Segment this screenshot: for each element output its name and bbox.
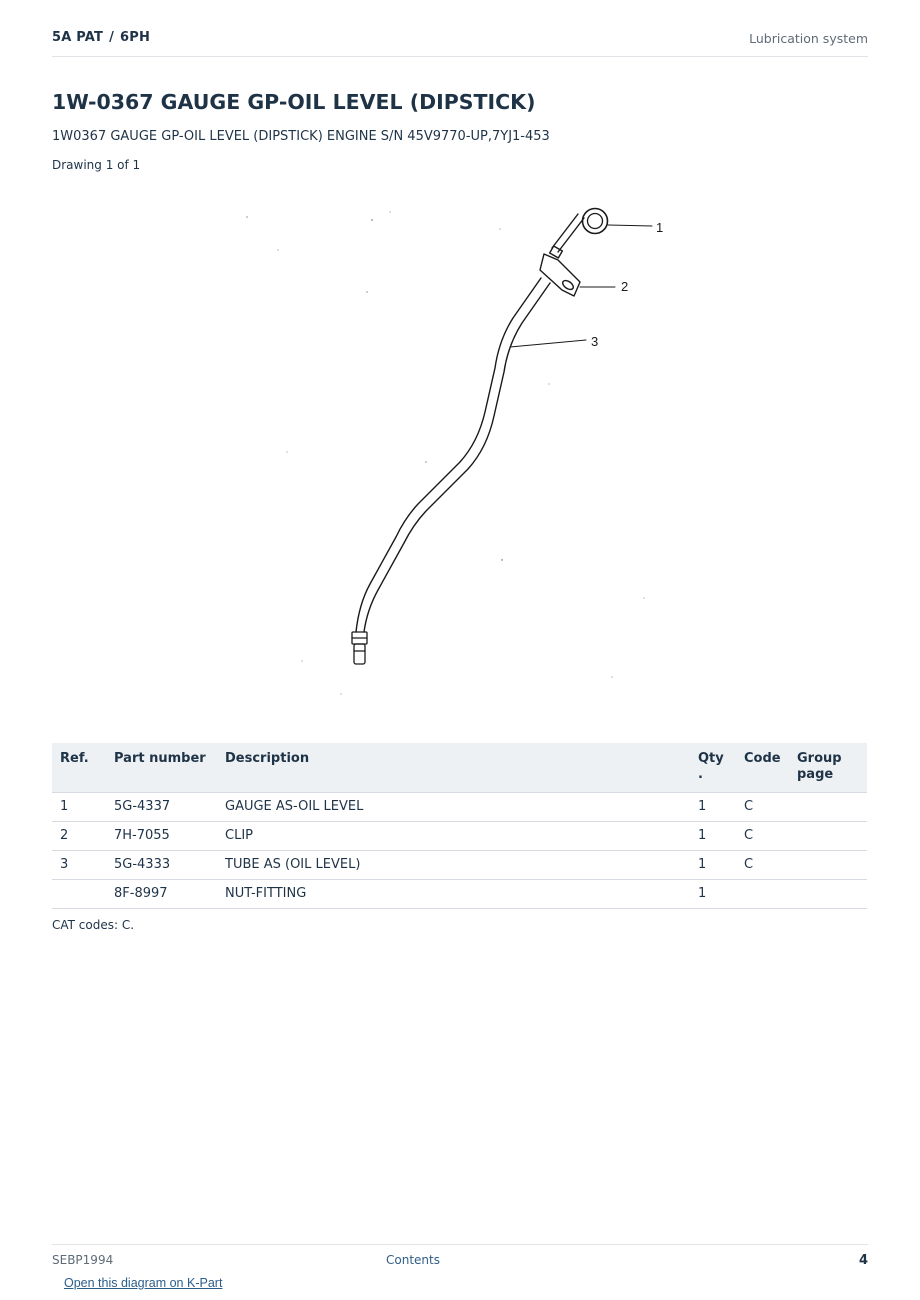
cell-part-number[interactable]: 7H-7055 xyxy=(106,822,217,851)
breadcrumb xyxy=(52,30,150,45)
cell-description: NUT-FITTING xyxy=(217,880,690,909)
kpart-link[interactable]: Open this diagram on K-Part xyxy=(64,1276,223,1290)
cell-description: TUBE AS (OIL LEVEL) xyxy=(217,851,690,880)
page-header xyxy=(52,28,868,57)
breadcrumb-item-model[interactable]: 5A PAT xyxy=(52,30,104,45)
cell-part-number[interactable]: 8F-8997 xyxy=(106,880,217,909)
cat-codes-note: CAT codes: C. xyxy=(52,918,135,932)
page-footer xyxy=(52,1244,868,1275)
cell-ref: 2 xyxy=(52,822,106,851)
col-header-description: Description xyxy=(217,743,690,793)
cell-part-number[interactable]: 5G-4333 xyxy=(106,851,217,880)
cell-code: C xyxy=(736,793,789,822)
cell-ref xyxy=(52,880,106,909)
parts-table xyxy=(52,743,867,909)
breadcrumb-separator: / xyxy=(109,30,115,45)
page-subtitle: 1W0367 GAUGE GP-OIL LEVEL (DIPSTICK) ENGINE S/N 45V9770-UP,7YJ1-453 xyxy=(52,129,550,144)
cell-group-page xyxy=(789,822,867,851)
table-header-row xyxy=(52,743,867,793)
leader-line-1 xyxy=(608,225,652,226)
cell-qty: 1 xyxy=(690,851,736,880)
cell-code: C xyxy=(736,851,789,880)
breadcrumb-item-serial[interactable]: 6PH xyxy=(120,30,151,45)
callout-1[interactable]: 1 xyxy=(656,220,664,235)
leader-line-3 xyxy=(510,340,586,347)
cell-qty: 1 xyxy=(690,822,736,851)
col-header-group-page: Group page xyxy=(789,743,867,793)
table-row xyxy=(52,851,867,880)
gauge-drawing xyxy=(550,209,608,258)
contents-link[interactable]: Contents xyxy=(386,1253,440,1267)
callout-2[interactable]: 2 xyxy=(621,279,629,294)
cell-ref: 3 xyxy=(52,851,106,880)
col-header-code: Code xyxy=(736,743,789,793)
cell-group-page xyxy=(789,851,867,880)
table-row xyxy=(52,880,867,909)
cell-part-number[interactable]: 5G-4337 xyxy=(106,793,217,822)
drawing-counter: Drawing 1 of 1 xyxy=(52,158,141,172)
page-number: 4 xyxy=(858,1253,868,1268)
col-header-ref: Ref. xyxy=(52,743,106,793)
cell-qty: 1 xyxy=(690,793,736,822)
col-header-part-number: Part number xyxy=(106,743,217,793)
document-number: SEBP1994 xyxy=(52,1253,114,1267)
tube-wall-right xyxy=(364,283,550,632)
cell-ref: 1 xyxy=(52,793,106,822)
cell-description: GAUGE AS-OIL LEVEL xyxy=(217,793,690,822)
parts-diagram xyxy=(200,190,720,710)
cell-description: CLIP xyxy=(217,822,690,851)
cell-group-page xyxy=(789,880,867,909)
section-name: Lubrication system xyxy=(749,31,868,46)
callout-3[interactable]: 3 xyxy=(591,334,599,349)
cell-code: C xyxy=(736,822,789,851)
col-header-qty: Qty . xyxy=(690,743,736,793)
page-title: 1W-0367 GAUGE GP-OIL LEVEL (DIPSTICK) xyxy=(52,90,536,114)
cell-qty: 1 xyxy=(690,880,736,909)
scan-speckles xyxy=(246,212,644,695)
cell-code xyxy=(736,880,789,909)
nut-fitting-drawing xyxy=(352,632,367,664)
table-row xyxy=(52,822,867,851)
cell-group-page xyxy=(789,793,867,822)
table-row xyxy=(52,793,867,822)
